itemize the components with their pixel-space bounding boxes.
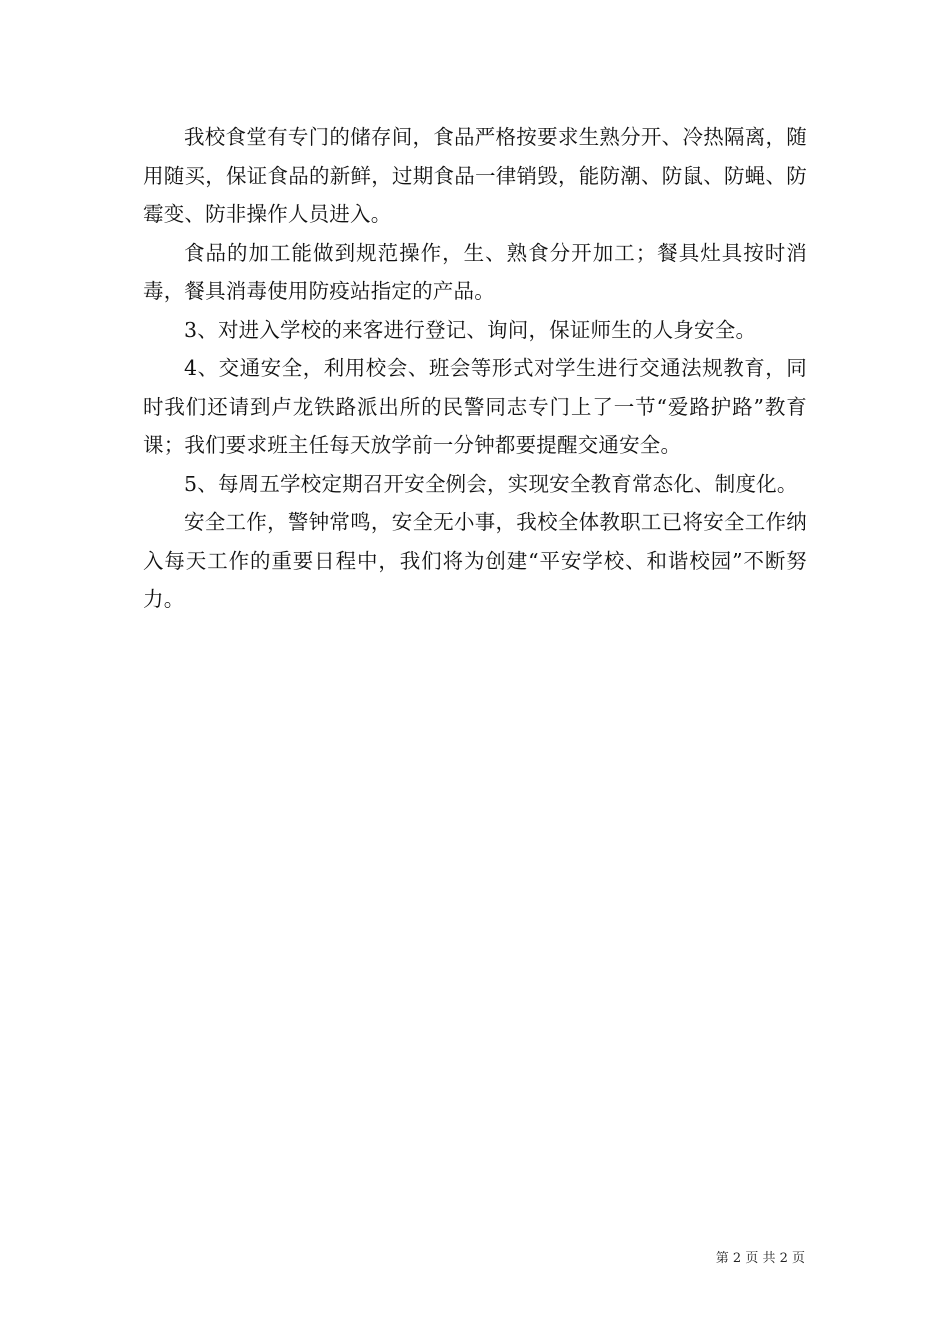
- paragraph-traffic-safety: 4、交通安全，利用校会、班会等形式对学生进行交通法规教育，同时我们还请到卢龙铁路派出所的民警同志专门上了一节“爱路护路”教育课；我们要求班主任每天放学前一分钟都要提醒交通安全。: [143, 356, 807, 457]
- paragraph-canteen-storage: 我校食堂有专门的储存间，食品严格按要求生熟分开、冷热隔离，随用随买，保证食品的新鲜，过期食品一律销毁，能防潮、防鼠、防蝇、防霉变、防非操作人员进入。: [143, 125, 807, 226]
- paragraph-food-processing: 食品的加工能做到规范操作，生、熟食分开加工；餐具灶具按时消毒，餐具消毒使用防疫站指定的产品。: [143, 240, 807, 303]
- page-number-footer: 第 2 页 共 2 页: [715, 1251, 805, 1266]
- document-body: [143, 118, 807, 619]
- paragraph-weekly-meeting: 5、每周五学校定期召开安全例会，实现安全教育常态化、制度化。: [184, 471, 798, 496]
- paragraph-conclusion: 安全工作，警钟常鸣，安全无小事，我校全体教职工已将安全工作纳入每天工作的重要日程中，我们将为创建“平安学校、和谐校园”不断努力。: [143, 510, 807, 611]
- paragraph-visitor-registration: 3、对进入学校的来客进行登记、询问，保证师生的人身安全。: [184, 317, 757, 342]
